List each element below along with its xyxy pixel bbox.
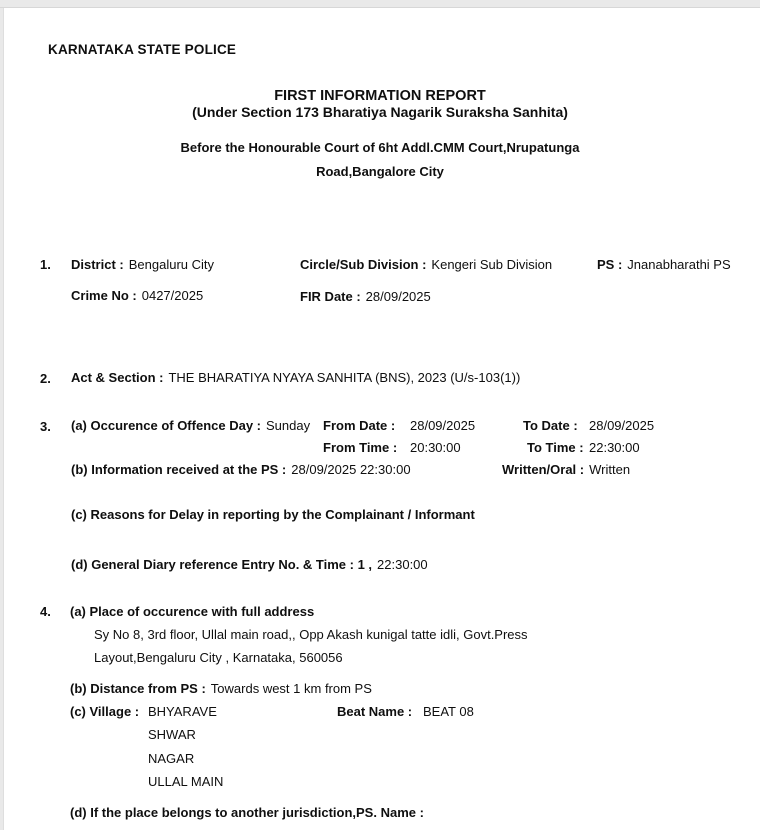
crime-no-field xyxy=(71,288,203,303)
fir-date-field xyxy=(300,289,431,304)
crime-no-value: 0427/2025 xyxy=(141,288,204,303)
from-date-label: From Date : xyxy=(323,418,396,433)
village-label: (c) Village : xyxy=(70,704,140,719)
circle-label: Circle/Sub Division : xyxy=(300,257,427,272)
ps-label: PS : xyxy=(597,257,623,272)
distance-from-ps-label: (b) Distance from PS : xyxy=(70,681,206,696)
distance-from-ps-field xyxy=(70,681,372,696)
circle-value: Kengeri Sub Division xyxy=(431,257,553,272)
court-line-2: Road,Bangalore City xyxy=(316,164,444,179)
section-1-number: 1. xyxy=(40,257,51,272)
info-received-value: 28/09/2025 22:30:00 xyxy=(291,462,411,477)
district-field xyxy=(71,257,214,272)
section-3-number: 3. xyxy=(40,419,51,434)
gd-reference-label: (d) General Diary reference Entry No. & Time : 1 , xyxy=(71,557,373,572)
org-name: KARNATAKA STATE POLICE xyxy=(48,42,237,57)
from-time-label: From Time : xyxy=(323,440,398,455)
to-date-label: To Date : xyxy=(523,418,578,433)
village-line-3: NAGAR xyxy=(148,751,195,766)
ps-field xyxy=(597,257,731,272)
viewer-left-margin xyxy=(0,8,4,830)
act-section-field xyxy=(71,370,520,385)
circle-field xyxy=(300,257,552,272)
section-4-number: 4. xyxy=(40,604,51,619)
address-line-2: Layout,Bengaluru City , Karnataka, 560056 xyxy=(94,650,343,665)
to-date-value: 28/09/2025 xyxy=(589,418,655,433)
occurrence-day-value: Sunday xyxy=(266,418,311,433)
viewer-top-margin xyxy=(0,0,760,8)
jurisdiction-label: (d) If the place belongs to another jurisdiction,PS. Name : xyxy=(70,805,424,820)
occurrence-day-label: (a) Occurence of Offence Day : xyxy=(71,418,261,433)
report-subtitle: (Under Section 173 Bharatiya Nagarik Suraksha Sanhita) xyxy=(192,104,568,120)
ps-value: Jnanabharathi PS xyxy=(627,257,731,272)
address-line-1: Sy No 8, 3rd floor, Ullal main road,, Opp Akash kunigal tatte idli, Govt.Press xyxy=(94,627,528,642)
info-received-label: (b) Information received at the PS : xyxy=(71,462,287,477)
act-section-value: THE BHARATIYA NYAYA SANHITA (BNS), 2023 (U/s-103(1)) xyxy=(168,370,521,385)
fir-date-value: 28/09/2025 xyxy=(365,289,431,304)
village-line-2: SHWAR xyxy=(148,727,196,742)
district-label: District : xyxy=(71,257,124,272)
crime-no-label: Crime No : xyxy=(71,288,137,303)
district-value: Bengaluru City xyxy=(128,257,215,272)
gd-reference-field xyxy=(71,557,428,572)
to-time-label: To Time : xyxy=(527,440,584,455)
written-oral-label: Written/Oral : xyxy=(502,462,585,477)
to-time-value: 22:30:00 xyxy=(589,440,640,455)
fir-date-label: FIR Date : xyxy=(300,289,361,304)
written-oral-field xyxy=(502,462,630,477)
section-2-number: 2. xyxy=(40,371,51,386)
gd-reference-value: 22:30:00 xyxy=(377,557,428,572)
beat-name-value: BEAT 08 xyxy=(423,704,474,719)
place-of-occurrence-label: (a) Place of occurence with full address xyxy=(70,604,315,619)
distance-from-ps-value: Towards west 1 km from PS xyxy=(210,681,372,696)
act-section-label: Act & Section : xyxy=(71,370,164,385)
from-date-value: 28/09/2025 xyxy=(410,418,476,433)
from-time-value: 20:30:00 xyxy=(410,440,461,455)
beat-name-label: Beat Name : xyxy=(337,704,413,719)
village-line-4: ULLAL MAIN xyxy=(148,774,224,789)
court-line-1: Before the Honourable Court of 6ht Addl.CMM Court,Nrupatunga xyxy=(180,140,580,155)
written-oral-value: Written xyxy=(589,462,631,477)
occurrence-day-field xyxy=(71,418,310,433)
village-line-1: BHYARAVE xyxy=(148,704,217,719)
report-title: FIRST INFORMATION REPORT xyxy=(274,88,486,104)
info-received-field xyxy=(71,462,411,477)
delay-reason-label: (c) Reasons for Delay in reporting by the Complainant / Informant xyxy=(71,507,475,522)
